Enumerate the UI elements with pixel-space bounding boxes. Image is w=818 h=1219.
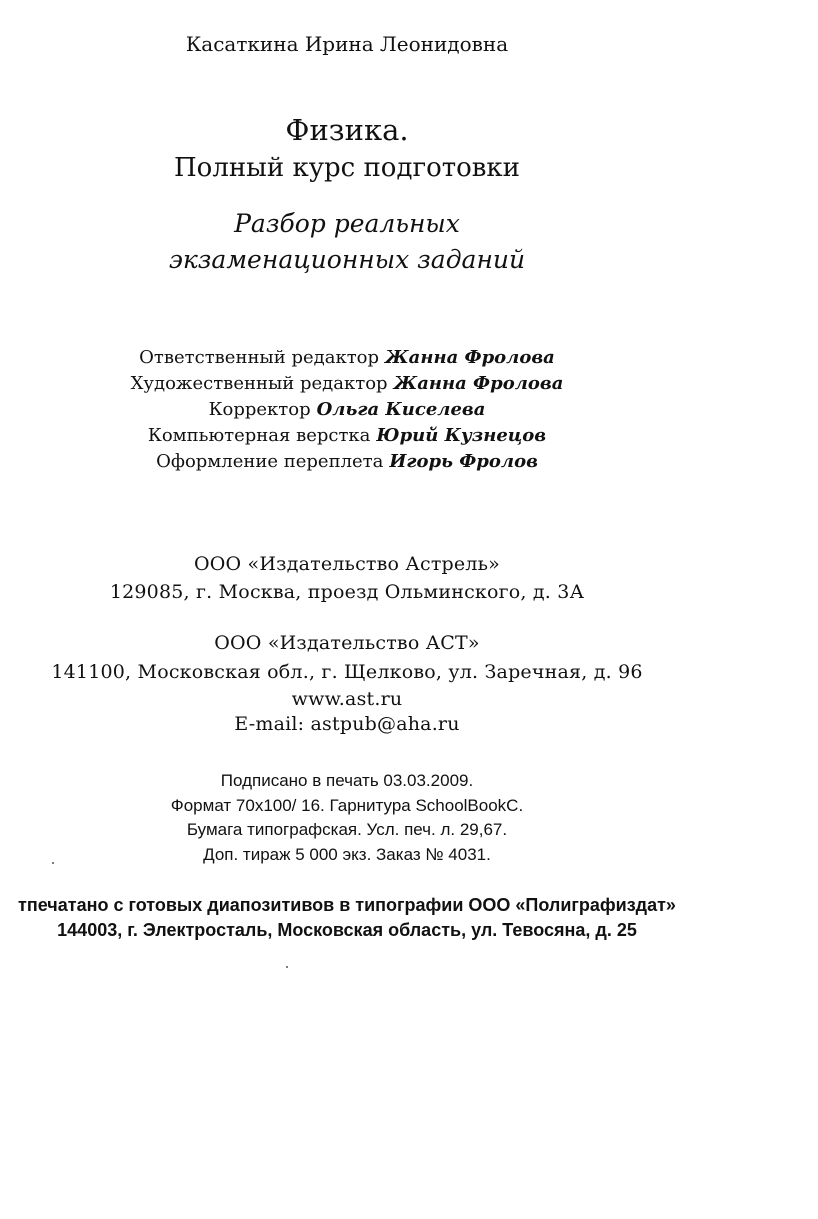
print-info-line: Формат 70x100/ 16. Гарнитура SchoolBookC. [170, 796, 524, 815]
book-title: Физика. [285, 113, 409, 147]
credit-person: Жанна Фролова [393, 373, 564, 394]
credit-role: Корректор [208, 399, 311, 420]
author-name: Касаткина Ирина Леонидовна [185, 32, 509, 56]
credit-person: Юрий Кузнецов [376, 425, 547, 446]
credit-line [0, 347, 694, 368]
printing-plant-line: тпечатано с готовых диапозитивов в типографии ООО «Полиграфиздат» [18, 895, 676, 915]
publisher-2-email: E-mail: astpub@aha.ru [234, 713, 460, 735]
credit-line [0, 451, 694, 472]
printing-plant-address: 144003, г. Электросталь, Московская область, ул. Тевосяна, д. 25 [57, 920, 637, 940]
credit-person: Игорь Фролов [389, 451, 538, 472]
book-subtitle: Полный курс подготовки [174, 153, 520, 183]
credit-role: Компьютерная верстка [147, 425, 371, 446]
publisher-2-name: ООО «Издательство АСТ» [214, 632, 480, 654]
scan-speck [286, 966, 288, 968]
credit-role: Художественный редактор [130, 373, 388, 394]
print-info-line: Доп. тираж 5 000 экз. Заказ № 4031. [203, 845, 491, 864]
book-tagline-line-2: экзаменационных заданий [168, 245, 526, 274]
credit-line [0, 373, 694, 394]
print-info-line: Подписано в печать 03.03.2009. [220, 771, 474, 790]
book-tagline-line-1: Разбор реальных [234, 209, 460, 238]
publisher-2-website: www.ast.ru [291, 688, 403, 710]
credit-person: Ольга Киселева [316, 399, 486, 420]
credit-role: Оформление переплета [156, 451, 384, 472]
print-info-line: Бумага типографская. Усл. печ. л. 29,67. [186, 820, 508, 839]
credit-person: Жанна Фролова [385, 347, 555, 368]
credit-role: Ответственный редактор [139, 347, 380, 368]
publisher-2-address: 141100, Московская обл., г. Щелково, ул. Заречная, д. 96 [51, 661, 643, 683]
credit-line [0, 425, 694, 446]
credit-line [0, 399, 694, 420]
publisher-1-name: ООО «Издательство Астрель» [193, 553, 501, 575]
scan-speck [52, 862, 54, 864]
publisher-1-address: 129085, г. Москва, проезд Ольминского, д. 3А [109, 581, 585, 603]
